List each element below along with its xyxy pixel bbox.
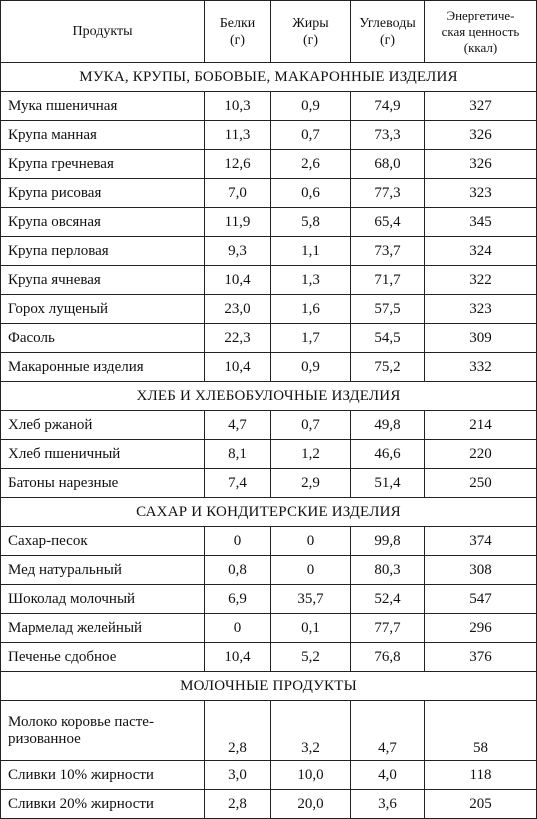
product-name: Крупа гречневая: [1, 150, 205, 179]
carbs-value: 65,4: [351, 208, 425, 237]
carbs-value: 73,7: [351, 237, 425, 266]
energy-value: 205: [425, 790, 537, 819]
product-name: Макаронные изделия: [1, 353, 205, 382]
product-name: Мармелад желейный: [1, 614, 205, 643]
fat-value: 1,7: [271, 324, 351, 353]
product-name: [1, 701, 205, 761]
product-name: Горох лущеный: [1, 295, 205, 324]
fat-value: 35,7: [271, 585, 351, 614]
fat-value: 0,9: [271, 92, 351, 121]
header-energy-line-2: ская ценность: [441, 23, 520, 39]
energy-value: 308: [425, 556, 537, 585]
product-name: Мука пшеничная: [1, 92, 205, 121]
energy-value: 374: [425, 527, 537, 556]
protein-value: 3,0: [205, 761, 271, 790]
protein-value: 0: [205, 614, 271, 643]
section-header-row: [1, 63, 537, 92]
protein-value: 12,6: [205, 150, 271, 179]
carbs-value: 4,7: [351, 701, 425, 761]
carbs-value: 46,6: [351, 440, 425, 469]
carbs-value: 54,5: [351, 324, 425, 353]
fat-value: 10,0: [271, 761, 351, 790]
fat-value: 5,8: [271, 208, 351, 237]
product-name: Хлеб ржаной: [1, 411, 205, 440]
protein-value: 22,3: [205, 324, 271, 353]
energy-value: 296: [425, 614, 537, 643]
fat-value: 20,0: [271, 790, 351, 819]
protein-value: 0,8: [205, 556, 271, 585]
product-name: Крупа манная: [1, 121, 205, 150]
protein-value: 0: [205, 527, 271, 556]
table-row: [1, 643, 537, 672]
fat-value: 5,2: [271, 643, 351, 672]
table-row: [1, 440, 537, 469]
table-row: [1, 790, 537, 819]
table-row: [1, 761, 537, 790]
fat-value: 1,1: [271, 237, 351, 266]
energy-value: 345: [425, 208, 537, 237]
carbs-value: 76,8: [351, 643, 425, 672]
table-row: [1, 411, 537, 440]
fat-value: 0: [271, 556, 351, 585]
fat-value: 0,7: [271, 121, 351, 150]
protein-value: 4,7: [205, 411, 271, 440]
energy-value: 58: [425, 701, 537, 761]
carbs-value: 99,8: [351, 527, 425, 556]
table-row: [1, 121, 537, 150]
section-title: МУКА, КРУПЫ, БОБОВЫЕ, МАКАРОННЫЕ ИЗДЕЛИЯ: [1, 63, 537, 92]
section-header-row: [1, 498, 537, 527]
energy-value: 322: [425, 266, 537, 295]
protein-value: 7,0: [205, 179, 271, 208]
table-row: [1, 585, 537, 614]
energy-value: 547: [425, 585, 537, 614]
product-name: Хлеб пшеничный: [1, 440, 205, 469]
product-name: Крупа овсяная: [1, 208, 205, 237]
carbs-value: 77,7: [351, 614, 425, 643]
section-title: ХЛЕБ И ХЛЕБОБУЛОЧНЫЕ ИЗДЕЛИЯ: [1, 382, 537, 411]
carbs-value: 57,5: [351, 295, 425, 324]
table-row: [1, 208, 537, 237]
product-name-line-2: ризованное: [8, 730, 81, 747]
energy-value: 323: [425, 179, 537, 208]
protein-value: 6,9: [205, 585, 271, 614]
section-header-row: [1, 672, 537, 701]
fat-value: 0,9: [271, 353, 351, 382]
carbs-value: 73,3: [351, 121, 425, 150]
carbs-value: 4,0: [351, 761, 425, 790]
table-row: [1, 324, 537, 353]
carbs-value: 51,4: [351, 469, 425, 498]
header-energy-line-1: Энергетиче-: [446, 7, 515, 23]
header-energy: [425, 1, 537, 63]
carbs-value: 68,0: [351, 150, 425, 179]
fat-value: 3,2: [271, 701, 351, 761]
protein-value: 2,8: [205, 701, 271, 761]
energy-value: 250: [425, 469, 537, 498]
table-body: [1, 63, 537, 819]
protein-value: 10,4: [205, 266, 271, 295]
carbs-value: 49,8: [351, 411, 425, 440]
carbs-value: 77,3: [351, 179, 425, 208]
header-fat-unit: (г): [302, 32, 319, 48]
table-row: [1, 92, 537, 121]
protein-value: 11,3: [205, 121, 271, 150]
fat-value: 2,6: [271, 150, 351, 179]
header-energy-unit: (ккал): [463, 39, 498, 55]
table-row: [1, 237, 537, 266]
table-row: [1, 295, 537, 324]
energy-value: 214: [425, 411, 537, 440]
protein-value: 11,9: [205, 208, 271, 237]
energy-value: 324: [425, 237, 537, 266]
protein-value: 8,1: [205, 440, 271, 469]
table-row: [1, 150, 537, 179]
table-row: [1, 701, 537, 761]
fat-value: 0,1: [271, 614, 351, 643]
table-header: [1, 1, 537, 63]
product-name: Мед натуральный: [1, 556, 205, 585]
product-name: Печенье сдобное: [1, 643, 205, 672]
header-fat-label: Жиры: [292, 15, 329, 31]
product-name: Шоколад молочный: [1, 585, 205, 614]
product-name: Сливки 10% жирности: [1, 761, 205, 790]
fat-value: 1,6: [271, 295, 351, 324]
header-carbs-unit: (г): [379, 32, 396, 48]
fat-value: 2,9: [271, 469, 351, 498]
product-name: Крупа ячневая: [1, 266, 205, 295]
table-row: [1, 266, 537, 295]
carbs-value: 52,4: [351, 585, 425, 614]
carbs-value: 75,2: [351, 353, 425, 382]
table-row: [1, 469, 537, 498]
header-protein-unit: (г): [229, 32, 246, 48]
energy-value: 326: [425, 121, 537, 150]
section-title: САХАР И КОНДИТЕРСКИЕ ИЗДЕЛИЯ: [1, 498, 537, 527]
carbs-value: 74,9: [351, 92, 425, 121]
product-name-line-1: Молоко коровье пасте-: [8, 713, 154, 730]
energy-value: 376: [425, 643, 537, 672]
energy-value: 118: [425, 761, 537, 790]
energy-value: 323: [425, 295, 537, 324]
fat-value: 0: [271, 527, 351, 556]
protein-value: 10,3: [205, 92, 271, 121]
energy-value: 309: [425, 324, 537, 353]
header-fat: [271, 1, 351, 63]
protein-value: 23,0: [205, 295, 271, 324]
section-header-row: [1, 382, 537, 411]
section-title: МОЛОЧНЫЕ ПРОДУКТЫ: [1, 672, 537, 701]
product-name: Фасоль: [1, 324, 205, 353]
protein-value: 10,4: [205, 353, 271, 382]
header-carbs-label: Углеводы: [359, 15, 416, 31]
product-name: Батоны нарезные: [1, 469, 205, 498]
carbs-value: 80,3: [351, 556, 425, 585]
product-name: Крупа перловая: [1, 237, 205, 266]
table-row: [1, 556, 537, 585]
table-row: [1, 179, 537, 208]
carbs-value: 71,7: [351, 266, 425, 295]
header-carbs: [351, 1, 425, 63]
protein-value: 7,4: [205, 469, 271, 498]
energy-value: 332: [425, 353, 537, 382]
header-protein-label: Белки: [219, 15, 256, 31]
fat-value: 1,2: [271, 440, 351, 469]
product-name: Сахар-песок: [1, 527, 205, 556]
energy-value: 327: [425, 92, 537, 121]
fat-value: 0,7: [271, 411, 351, 440]
table-row: [1, 527, 537, 556]
header-product: Продукты: [1, 1, 205, 63]
carbs-value: 3,6: [351, 790, 425, 819]
fat-value: 1,3: [271, 266, 351, 295]
energy-value: 220: [425, 440, 537, 469]
table-row: [1, 614, 537, 643]
table-row: [1, 353, 537, 382]
header-protein: [205, 1, 271, 63]
product-name: Сливки 20% жирности: [1, 790, 205, 819]
energy-value: 326: [425, 150, 537, 179]
fat-value: 0,6: [271, 179, 351, 208]
protein-value: 10,4: [205, 643, 271, 672]
product-name: Крупа рисовая: [1, 179, 205, 208]
protein-value: 2,8: [205, 790, 271, 819]
protein-value: 9,3: [205, 237, 271, 266]
